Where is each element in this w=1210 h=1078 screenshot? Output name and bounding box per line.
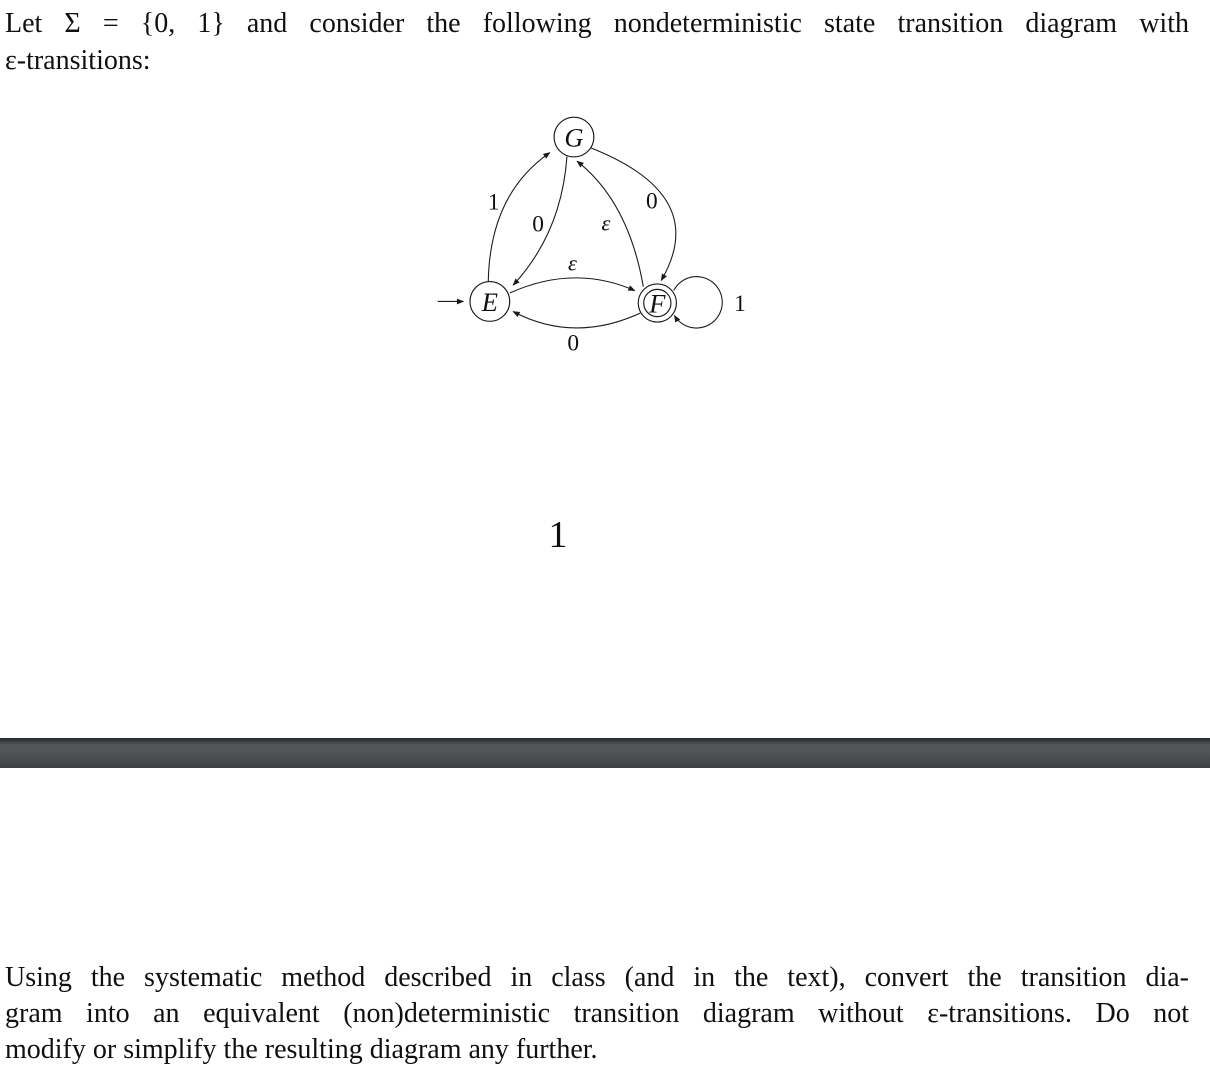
transition-F-self-loop-label: 1 (734, 290, 746, 317)
state-F (638, 284, 676, 322)
transition-E-to-G-label: 1 (487, 189, 500, 216)
transition-F-to-G-label: ε (601, 210, 611, 236)
state-G (554, 117, 594, 157)
state-E-label: E (481, 286, 498, 317)
intro-line-2: ε-transitions: (5, 45, 151, 76)
state-E (470, 282, 510, 322)
question-line-3: modify or simplify the resulting diagram any further. (5, 1034, 598, 1065)
question-line-2: gram into an equivalent (non)deterministic transition diagram without ε-transitions. Do not (5, 998, 1189, 1029)
transition-E-to-F-arrow (510, 278, 635, 293)
transition-G-to-E-label: 0 (532, 211, 544, 238)
question-line-1: Using the systematic method described in class (and in the text), convert the transition dia- (5, 962, 1189, 993)
section-divider-bar (0, 738, 1210, 768)
question-paragraph (5, 960, 1189, 1068)
state-F-label: F (649, 288, 666, 319)
intro-line-1: Let Σ = {0, 1} and consider the following nondeterministic state transition diagram with (5, 8, 1189, 39)
state-G-label: G (564, 122, 584, 153)
transition-F-to-E-arrow (513, 312, 640, 328)
transition-F-to-E-label: 0 (567, 330, 580, 357)
state-diagram (370, 95, 820, 430)
transition-E-to-F-label: ε (567, 250, 577, 276)
transition-F-self-loop-arrow (674, 277, 723, 328)
intro-paragraph (5, 5, 1189, 79)
transition-G-to-F-label: 0 (646, 188, 658, 215)
page-number: 1 (548, 514, 568, 556)
